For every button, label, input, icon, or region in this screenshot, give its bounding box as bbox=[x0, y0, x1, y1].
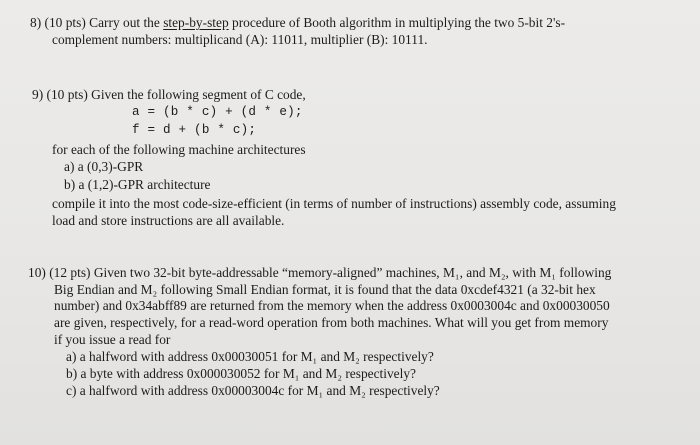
q10-line2: Big Endian and M₂ following Small Endian format, it is found that the data 0xcdef4321 (a 32-bit hex bbox=[54, 282, 596, 297]
q8-text-underlined: step-by-step bbox=[163, 15, 229, 30]
q10-line4: are given, respectively, for a read-word operation from both machines. What will you get from memory bbox=[54, 315, 609, 330]
q9-code-line-2: f = d + (b * c); bbox=[132, 123, 257, 137]
q10-option-a: a) a halfword with address 0x00030051 for M₁ and M₂ respectively? bbox=[66, 349, 434, 364]
q9-option-b: b) a (1,2)-GPR architecture bbox=[64, 177, 211, 192]
q8-pts: (10 pts) bbox=[44, 15, 86, 30]
q9-code-line-1: a = (b * c) + (d * e); bbox=[132, 105, 303, 119]
q8-number: 8) bbox=[30, 15, 42, 30]
q9-option-a: a) a (0,3)-GPR bbox=[64, 159, 144, 174]
q10-line3: number) and 0x34abff89 are returned from the memory when the address 0x0003004c and 0x00030050 bbox=[54, 298, 610, 313]
q10-option-c: c) a halfword with address 0x00003004c for M₁ and M₂ respectively? bbox=[66, 383, 440, 398]
q9-compile-line2: load and store instructions are all available. bbox=[52, 213, 285, 228]
q9-intro bbox=[32, 86, 306, 103]
q8-line2: complement numbers: multiplicand (A): 11011, multiplier (B): 10111. bbox=[52, 32, 428, 47]
q10-line1-text: (12 pts) Given two 32-bit byte-addressable “memory-aligned” machines, M₁, and M₂, with M₁ following bbox=[49, 265, 612, 280]
q9-intro-text: (10 pts) Given the following segment of C code, bbox=[46, 87, 306, 102]
q10-option-b: b) a byte with address 0x000030052 for M₁ and M₂ respectively? bbox=[66, 366, 416, 381]
q10-number: 10) bbox=[28, 265, 46, 280]
q8-text-pre: Carry out the bbox=[89, 15, 160, 30]
q8-line1 bbox=[30, 14, 565, 31]
q10-line5: if you issue a read for bbox=[54, 332, 171, 347]
q9-compile-line1: compile it into the most code-size-efficient (in terms of number of instructions) assembly code, assuming bbox=[52, 196, 616, 211]
q9-number: 9) bbox=[32, 87, 44, 102]
q10-line1 bbox=[28, 264, 611, 281]
q9-for-each: for each of the following machine architectures bbox=[52, 142, 306, 157]
q8-text-post: procedure of Booth algorithm in multiplying the two 5-bit 2's- bbox=[232, 15, 566, 30]
